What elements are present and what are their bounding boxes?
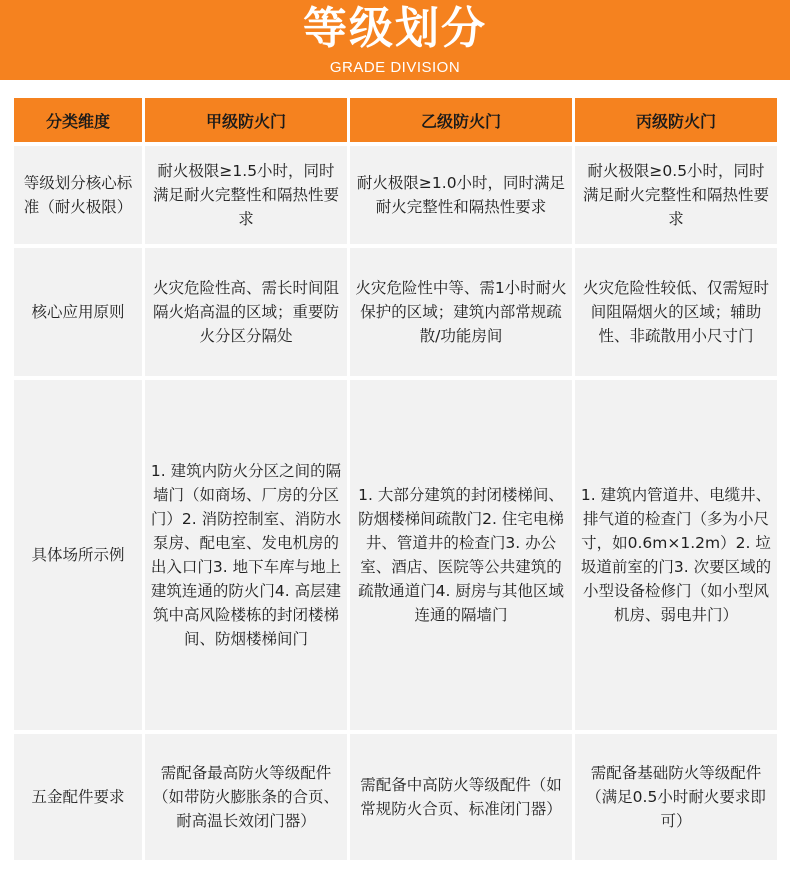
row-hardware-grade-c: 需配备基础防火等级配件（满足0.5小时耐火要求即可） [575, 734, 777, 860]
row-standard-dimension: 等级划分核心标准（耐火极限） [14, 146, 142, 244]
row-standard-grade-c: 耐火极限≥0.5小时，同时满足耐火完整性和隔热性要求 [575, 146, 777, 244]
page-title: 等级划分 [303, 3, 487, 54]
row-principle-grade-c: 火灾危险性较低、仅需短时间阻隔烟火的区域；辅助性、非疏散用小尺寸门 [575, 248, 777, 376]
grade-table [14, 98, 776, 860]
row-examples-dimension: 具体场所示例 [14, 380, 142, 730]
row-hardware-grade-a: 需配备最高防火等级配件（如带防火膨胀条的合页、耐高温长效闭门器） [145, 734, 347, 860]
row-principle-grade-b: 火灾危险性中等、需1小时耐火保护的区域；建筑内部常规疏散/功能房间 [350, 248, 572, 376]
header-dimension: 分类维度 [14, 98, 142, 142]
row-examples-grade-c: 1. 建筑内管道井、电缆井、排气道的检查门（多为小尺寸，如0.6m×1.2m）2. 垃圾道前室的门3. 次要区域的小型设备检修门（如小型风机房、弱电井门） [575, 380, 777, 730]
row-standard-grade-b: 耐火极限≥1.0小时，同时满足耐火完整性和隔热性要求 [350, 146, 572, 244]
header-grade-a: 甲级防火门 [145, 98, 347, 142]
row-hardware-dimension: 五金配件要求 [14, 734, 142, 860]
row-examples-grade-a: 1. 建筑内防火分区之间的隔墙门（如商场、厂房的分区门）2. 消防控制室、消防水泵房、配电室、发电机房的出入口门3. 地下车库与地上建筑连通的防火门4. 高层建筑中高风险楼栋的封闭楼梯间、防烟楼梯间门 [145, 380, 347, 730]
row-standard-grade-a: 耐火极限≥1.5小时，同时满足耐火完整性和隔热性要求 [145, 146, 347, 244]
header-grade-c: 丙级防火门 [575, 98, 777, 142]
header-grade-b: 乙级防火门 [350, 98, 572, 142]
title-banner [0, 0, 790, 80]
row-principle-dimension: 核心应用原则 [14, 248, 142, 376]
page-subtitle: GRADE DIVISION [329, 59, 461, 76]
row-principle-grade-a: 火灾危险性高、需长时间阻隔火焰高温的区域；重要防火分区分隔处 [145, 248, 347, 376]
row-examples-grade-b: 1. 大部分建筑的封闭楼梯间、防烟楼梯间疏散门2. 住宅电梯井、管道井的检查门3. 办公室、酒店、医院等公共建筑的疏散通道门4. 厨房与其他区域连通的隔墙门 [350, 380, 572, 730]
row-hardware-grade-b: 需配备中高防火等级配件（如常规防火合页、标准闭门器） [350, 734, 572, 860]
